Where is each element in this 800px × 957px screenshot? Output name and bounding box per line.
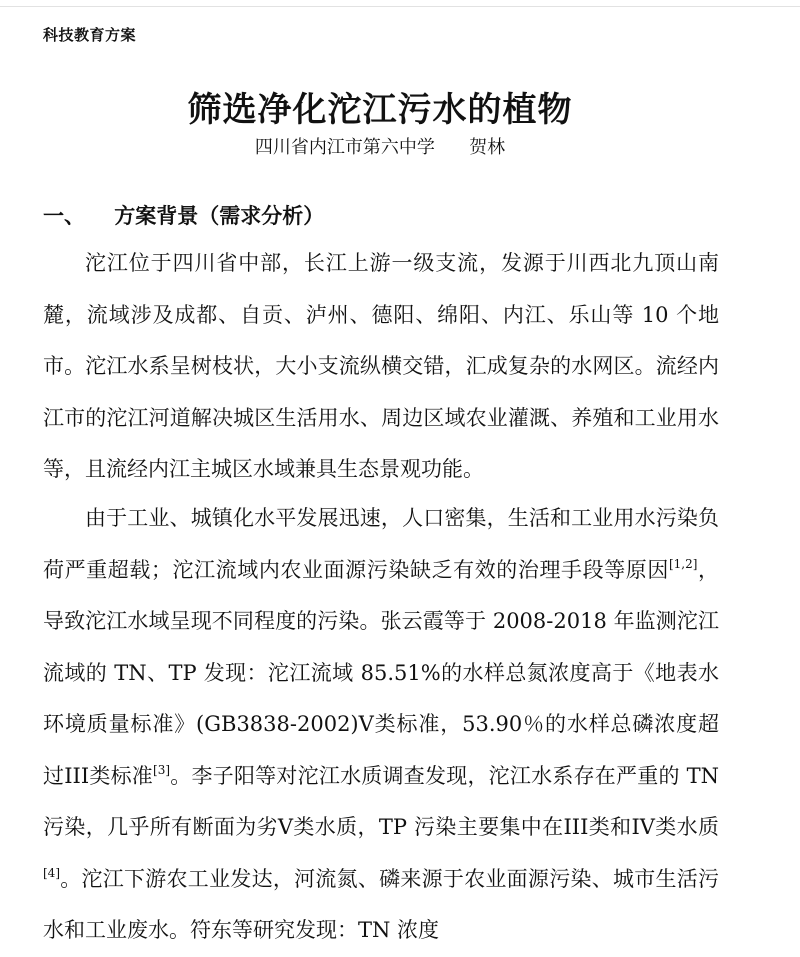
byline-school: 四川省内江市第六中学 — [254, 137, 435, 158]
section-heading — [43, 200, 324, 230]
byline — [0, 133, 760, 159]
citation-reference: [1,2] — [668, 556, 698, 571]
paragraph-pollution — [43, 493, 719, 957]
document-title: 筛选净化沱江污水的植物 — [187, 90, 573, 130]
citation-reference: [4] — [43, 865, 60, 880]
document-category-label: 科技教育方案 — [43, 26, 137, 44]
paragraph-text: 。李子阳等对沱江水质调查发现，沱江水系存在严重的 TN 污染，几乎所有断面为劣V类水质，TP 污染主要集中在III类和IV类水质 — [43, 763, 719, 839]
paragraph-text: ，导致沱江水域呈现不同程度的污染。张云霞等于 2008-2018 年监测沱江流域的 TN、TP 发现：沱江流域 85.51%的水样总氮浓度高于《地表水环境质量标准》(GB3838-2002)V类标准，53.90％的水样总磷浓度超过III类标准 — [43, 557, 720, 788]
paragraph-text: 由于工业、城镇化水平发展迅速，人口密集，生活和工业用水污染负荷严重超载；沱江流域内农业面源污染缺乏有效的治理手段等原因 — [43, 506, 719, 582]
citation-reference: [3] — [153, 762, 171, 777]
section-title: 方案背景（需求分析） — [114, 204, 325, 228]
paragraph-background: 沱江位于四川省中部，长江上游一级支流，发源于川西北九顶山南麓，流域涉及成都、自贡、泸州、德阳、绵阳、内江、乐山等 10 个地市。沱江水系呈树枝状，大小支流纵横交错，汇成复杂的水网区。流经内江市的沱江河道解决城区生活用水、周边区域农业灌溉、养殖和工业用水等，且流经内江主城区水域兼具生态景观功能。 — [43, 251, 719, 481]
section-number: 一、 — [43, 204, 85, 228]
byline-author: 贺林 — [469, 137, 506, 158]
paragraph-text: 。沱江下游农工业发达，河流氮、磷来源于农业面源污染、城市生活污水和工业废水。符东等研究发现：TN 浓度 — [43, 866, 719, 942]
page-top-rule — [0, 6, 800, 7]
